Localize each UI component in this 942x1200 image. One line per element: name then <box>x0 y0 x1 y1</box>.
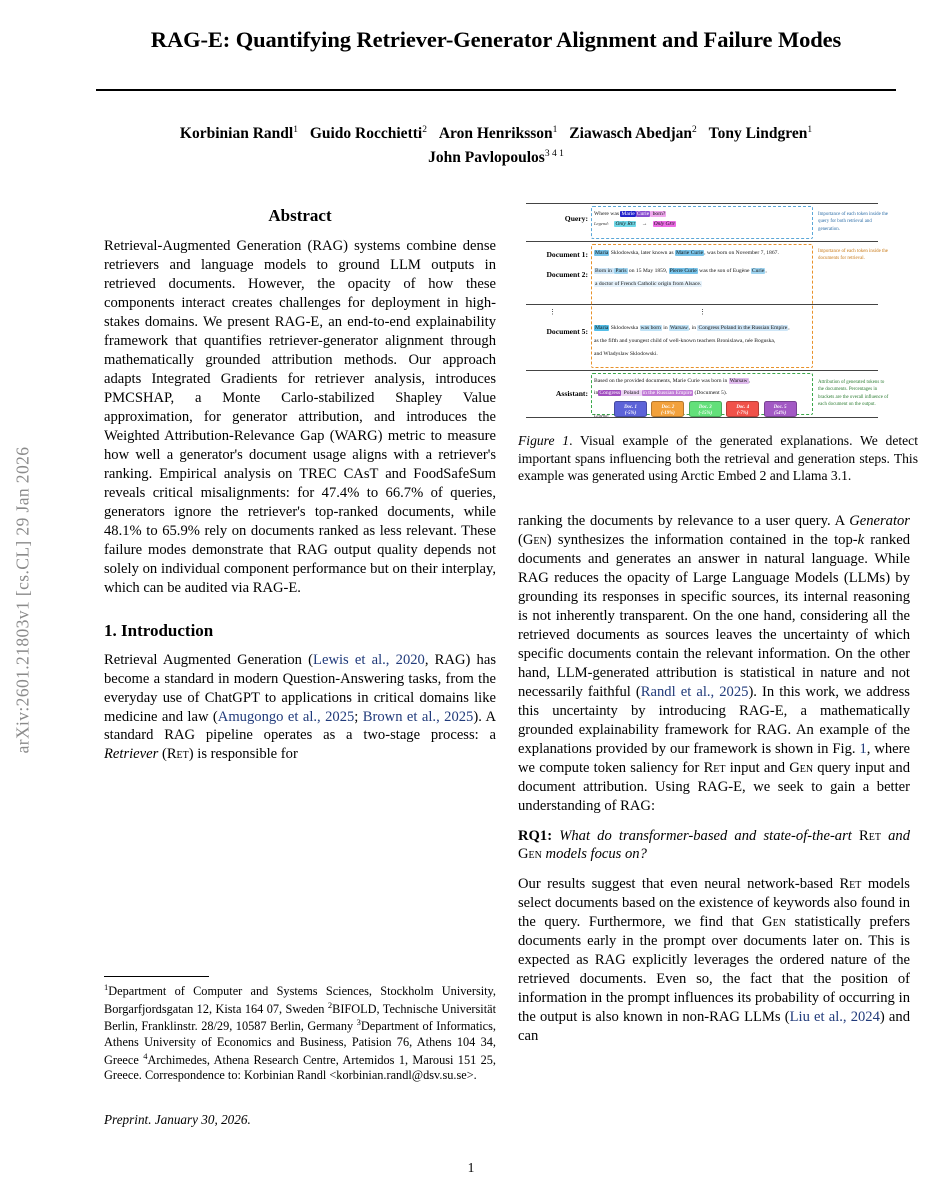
assistant-text-line-2: inCongress Poland in the Russian Empire (Document 5). <box>594 390 728 397</box>
document-2-text-line-1: Born in Paris on 15 May 1859, Pierre Curie was the son of Eugène Curie, <box>595 268 767 274</box>
term-generator: Generator <box>849 513 910 529</box>
text-run: Only <box>653 221 665 228</box>
text-run: models select documents based on the existence of keywords also found in the query. Furthermore, we find that <box>518 876 910 931</box>
document-2-text-line-2 <box>594 280 808 288</box>
term-ret-smallcaps: Ret <box>703 759 726 776</box>
title-divider <box>96 89 896 91</box>
citation-liu-2024[interactable]: Liu et al., 2024 <box>789 1009 880 1026</box>
term-ret-smallcaps: Ret <box>166 746 189 763</box>
text-run: Retrieval Augmented Generation ( <box>104 651 314 668</box>
author-name: Ziawasch Abedjan <box>569 125 693 142</box>
doc-legend-value: (54%) <box>774 411 787 417</box>
doc-legend-value: (-5%) <box>624 411 637 417</box>
author-3 <box>569 125 697 142</box>
doc1-token-marie-curie: Marie Curie <box>675 250 704 256</box>
text-run: statistically prefers documents early in the prompt over documents later on. This is expected as RAG explicitly leverages the ordered nature of the retrieved documents. Even so, the fact that the position of information in the prompt influences its probability of occurring in the output is also known in non-RAG LLMs ( <box>518 914 910 1026</box>
text-run: Gen <box>665 221 675 228</box>
doc-legend-1 <box>614 401 647 417</box>
query-token-marie: Marie <box>621 211 635 217</box>
figure-rule-top <box>526 203 878 204</box>
footnote-marker-2: 2 <box>327 999 333 1010</box>
figure-document-1-content <box>594 249 808 257</box>
term-ret-smallcaps: Ret <box>859 827 881 844</box>
figure-number: Figure 1 <box>518 433 570 448</box>
document-1-text: Maria Sklodowska, later known as Marie Curie, was born on November 7, 1867. <box>595 250 779 256</box>
text-run: and <box>880 827 910 844</box>
author-name: Aron Henriksson <box>438 125 553 142</box>
footnote-text-1: Department of Computer and Systems Sciences, Stockholm University, Borgarfjordsgatan 12, Kista 164 07, Sweden <box>104 984 496 1016</box>
figure-caption <box>518 432 918 485</box>
figure-row-label-document-2: Document 2: <box>546 270 588 279</box>
term-retriever: Retriever <box>104 746 159 763</box>
figure-reference-1[interactable]: 1 <box>859 740 867 757</box>
term-gen-smallcaps: Gen <box>789 759 814 776</box>
author-affiliation-marker: 2 <box>422 124 427 135</box>
figure-query-content <box>594 210 808 229</box>
query-text-line <box>594 210 808 218</box>
right-paragraph-1: ranking the documents by relevance to a user query. A Generator (Gen) synthesizes the information contained in the top-k ranked documents and generates an answer in natural language. While RAG reduces the opacity of Large Language Models (LLMs) by grounding its responses in specific sources, its internal reasoning is not inherently transparent. On the one hand, considering all the retrieved documents as sources leaves the uncertainty of which specific documents contain the relevant information. On the other hand, LLM-generated attribution is statistical in nature and not necessarily faithful (Randl et al., 2025). In this work, we address this uncertainty by introducing RAG-E, a mathematically grounded explainability framework for RAG. An example of the explanations provided by our framework is shown in Fig. 1, where we compute token saliency for Ret input and Gen query input and document attribution. Using RAG-E, we seek to gain a better understanding of RAG: <box>518 513 910 814</box>
text-run: What do transformer-based and state-of-the-art <box>552 827 859 844</box>
left-column <box>104 205 496 775</box>
doc-legend-value: (-15%) <box>698 411 713 417</box>
doc-legend-label: Doc. 3 <box>698 404 712 410</box>
author-list <box>96 122 896 170</box>
doc-legend-label: Doc. 1 <box>624 404 637 410</box>
intro-paragraph-1: Retrieval Augmented Generation (Lewis et al., 2020, RAG) has become a standard in modern Question-Answering tasks, from the everyday use of ChatGPT to applications in critical domains like medicine and law (Amugongo et al., 2025; Brown et al., 2025). A standard RAG pipeline operates as a two-stage process: a Retriever (Ret) is responsible for <box>104 651 497 763</box>
legend-only-ret <box>614 221 636 227</box>
doc-legend-label: Doc. 5 <box>773 404 787 410</box>
term-ret-smallcaps: Ret <box>839 876 862 893</box>
author-affiliation-marker: 1 <box>293 124 298 135</box>
variable-k: k <box>857 531 865 548</box>
page-title: RAG-E: Quantifying Retriever-Generator Alignment and Failure Modes <box>150 27 842 52</box>
doc-legend-4 <box>726 401 759 417</box>
author-name: Korbinian Randl <box>179 125 294 142</box>
doc-legend-3 <box>689 401 722 417</box>
term-gen-smallcaps: Gen <box>518 846 542 863</box>
footnote-marker-3: 3 <box>356 1017 361 1028</box>
document-5-text-line-3: and Wladyslaw Sklodowski. <box>594 351 658 358</box>
arxiv-stamp <box>0 0 46 1200</box>
text-run: query input and document attribution. Using RAG-E, we seek to gain a better understanding of RAG: <box>518 759 910 814</box>
author-name: Tony Lindgren <box>708 125 808 142</box>
author-name: Guido Rocchietti <box>309 125 423 142</box>
author-4 <box>709 125 812 142</box>
assistant-doc-legend <box>594 401 808 417</box>
text-run: born? <box>651 211 666 217</box>
citation-randl-2025[interactable]: Randl et al., 2025 <box>640 683 749 700</box>
citation-lewis-2020[interactable]: Lewis et al., 2020 <box>313 651 425 668</box>
legend-label: Legend: <box>594 221 610 227</box>
abstract-heading: Abstract <box>268 206 332 225</box>
assistant-text-line-1: Based on the provided documents, Marie Curie was born in Warsaw, <box>594 378 750 384</box>
preprint-notice: Preprint. January 30, 2026. <box>104 1112 251 1127</box>
text-run: ranked documents and generates an answer in natural language. While RAG reduces the opacity of Large Language Models (LLMs) by grounding its responses in specific sources, its internal reasoning is not inherently transparent. On the one hand, considering all the retrieved documents as sources leaves the uncertainty of which specific documents contain the relevant information. On the other hand, LLM-generated attribution is statistical in nature and not necessarily faithful ( <box>518 531 910 700</box>
footnote-divider <box>104 976 209 977</box>
query-token-curie: Curie <box>636 211 650 217</box>
doc-legend-2 <box>651 401 684 417</box>
citation-amugongo-2025[interactable]: Amugongo et al., 2025 <box>217 708 355 725</box>
figure-row-label-query: Query: <box>564 214 588 223</box>
author-1 <box>310 125 427 142</box>
figure-row-label-assistant: Assistant: <box>555 389 588 398</box>
legend-arrow-icon: → <box>641 221 648 228</box>
doc-legend-value: (-7%) <box>737 411 749 417</box>
text-run: synthesizes the information contained in the top- <box>551 531 858 548</box>
text-run: a doctor of French Catholic origin from Alsace. <box>595 281 702 288</box>
figure-rule-after-doc5 <box>526 370 878 371</box>
right-column <box>518 512 910 1057</box>
author-0 <box>180 125 298 142</box>
doc-legend-5 <box>764 401 797 417</box>
page-number: 1 <box>467 1160 475 1175</box>
ellipsis-center: ⋮ <box>699 308 706 316</box>
section-heading-introduction: 1. Introduction <box>104 620 214 640</box>
query-legend-line <box>594 220 808 229</box>
author-affiliation-marker: 3 4 1 <box>544 148 564 159</box>
figure-assistant-content <box>594 377 808 417</box>
text-run: , RAG) has become a standard in modern Question-Answering tasks, from the everyday use of ChatGPT to applications in critical domains like medicine and law ( <box>104 651 497 725</box>
author-affiliation-marker: 1 <box>552 124 558 135</box>
footnote-text-3: Department of Informatics, Athens University of Economics and Business, Patision 76, Athens 104 34, Greece <box>104 1019 496 1067</box>
term-gen-smallcaps: Gen <box>522 531 547 548</box>
text-run: ). In this work, we address this uncertainty by introducing RAG-E, a mathematically grounded explainability framework for RAG. An example of the explanations provided by our framework is shown in Fig. <box>518 683 910 757</box>
annotation-documents: Importance of each token inside the documents for retrieval. <box>818 249 888 262</box>
legend-label-assistant: Legend: <box>594 413 610 418</box>
figure-row-label-document-5: Document 5: <box>546 327 588 336</box>
ellipsis-left: ⋮ <box>549 308 556 316</box>
citation-brown-2025[interactable]: Brown et al., 2025 <box>362 708 474 725</box>
annotation-query: Importance of each token inside the query for both retrieval and generation. <box>818 212 888 232</box>
author-name: John Pavlopoulos <box>428 149 545 167</box>
footnote-block <box>104 982 496 1084</box>
text-run: Ret <box>627 221 636 228</box>
term-gen-smallcaps: Gen <box>762 914 786 931</box>
document-5-text-line-2: as the fifth and youngest child of well-known teachers Bronislawa, née Boguska, <box>594 338 776 345</box>
abstract-body: Retrieval-Augmented Generation (RAG) systems combine dense retrievers and language models to ground LLM outputs in retrieved documents. However, the opacity of how these components interact creates challenges for deployment in high-stakes domains. We present RAG-E, an end-to-end explainability framework that quantifies retriever-generator alignment through mathematically grounded attribution methods. Our approach adapts Integrated Gradients for retriever analysis, introduces PMCSHAP, a Monte Carlo-stabilized Shapley Value approximation, for generator attribution, and introduces the Weighted Attribution-Relevance Gap (WARG) metric to measure how well a generator's document usage aligns with a retriever's ranking. Empirical analysis on TREC CAsT and FoodSafeSum reveals critical misalignments: for 47.4% to 66.7% of queries, generators ignore the retriever's top-ranked documents, while 48.1% to 65.9% rely on documents ranked as less relevant. These failure modes demonstrate that RAG output quality depends not solely on individual component performance but on their interplay, which can be audited via RAG-E. <box>104 238 496 596</box>
text-run: ). A standard RAG pipeline operates as a two-stage process: a <box>104 708 497 744</box>
text-run: ; <box>354 708 363 725</box>
figure-rule-after-query <box>526 241 878 242</box>
text-run: , where we compute token saliency for <box>518 740 910 776</box>
text-run: ranking the documents by relevance to a user query. A <box>518 513 850 529</box>
footnote-marker-4: 4 <box>143 1050 148 1061</box>
figure-row-label-document-1: Document 1: <box>546 250 588 259</box>
doc-legend-value: (-19%) <box>661 411 675 417</box>
text-run: is responsible for <box>193 746 298 763</box>
right-paragraph-2 <box>518 875 910 1046</box>
figure-document-5-content <box>594 324 808 358</box>
arxiv-stamp-text: arXiv:2601.21803v1 [cs.CL] 29 Jan 2026 <box>12 446 33 754</box>
rq1-label: RQ1: <box>518 827 553 844</box>
doc-legend-label: Doc. 4 <box>736 404 750 410</box>
document-5-text-line-1: Maria Sklodowska was born in Warsaw, in Congress Poland in the Russian Empire, <box>595 325 790 331</box>
text-run: ) and can <box>518 1009 910 1045</box>
annotation-assistant: Attribution of generated tokens to the documents. Percentages in brackets are the overall influence of each document on the output. <box>818 380 889 408</box>
doc1-token-maria: Maria <box>595 250 609 256</box>
author-5 <box>428 149 564 166</box>
author-affiliation-marker: 1 <box>807 124 813 135</box>
footnote-text-4: Archimedes, Athena Research Centre, Artemidos 1, Marousi 151 25, Greece. Correspondence to: Korbinian Randl <korbinian.randl@dsv.su.se>. <box>104 1052 496 1083</box>
author-affiliation-marker: 2 <box>692 124 697 135</box>
text-run: Where was <box>594 211 621 217</box>
text-run: input and <box>725 759 790 776</box>
figure-caption-text: . Visual example of the generated explanations. We detect important spans influencing both the retrieval and generation steps. This example was generated using Arctic Embed 2 and Llama 3.1. <box>518 433 918 484</box>
legend-only-gen <box>653 221 676 227</box>
research-question-1 <box>518 827 910 865</box>
footnote-marker-1: 1 <box>104 982 109 992</box>
doc-legend-label: Doc. 2 <box>661 404 675 410</box>
text-run: Our results suggest that even neural network-based <box>518 876 840 893</box>
figure-1 <box>526 203 889 418</box>
author-2 <box>439 125 558 142</box>
text-run: models focus on? <box>541 846 647 863</box>
footnote-text-2: BIFOLD, Technische Universität Berlin, Franklinstr. 28/29, 10587 Berlin, Germany <box>104 1001 497 1034</box>
text-run: Only <box>615 221 626 228</box>
figure-document-2-content <box>594 267 808 288</box>
